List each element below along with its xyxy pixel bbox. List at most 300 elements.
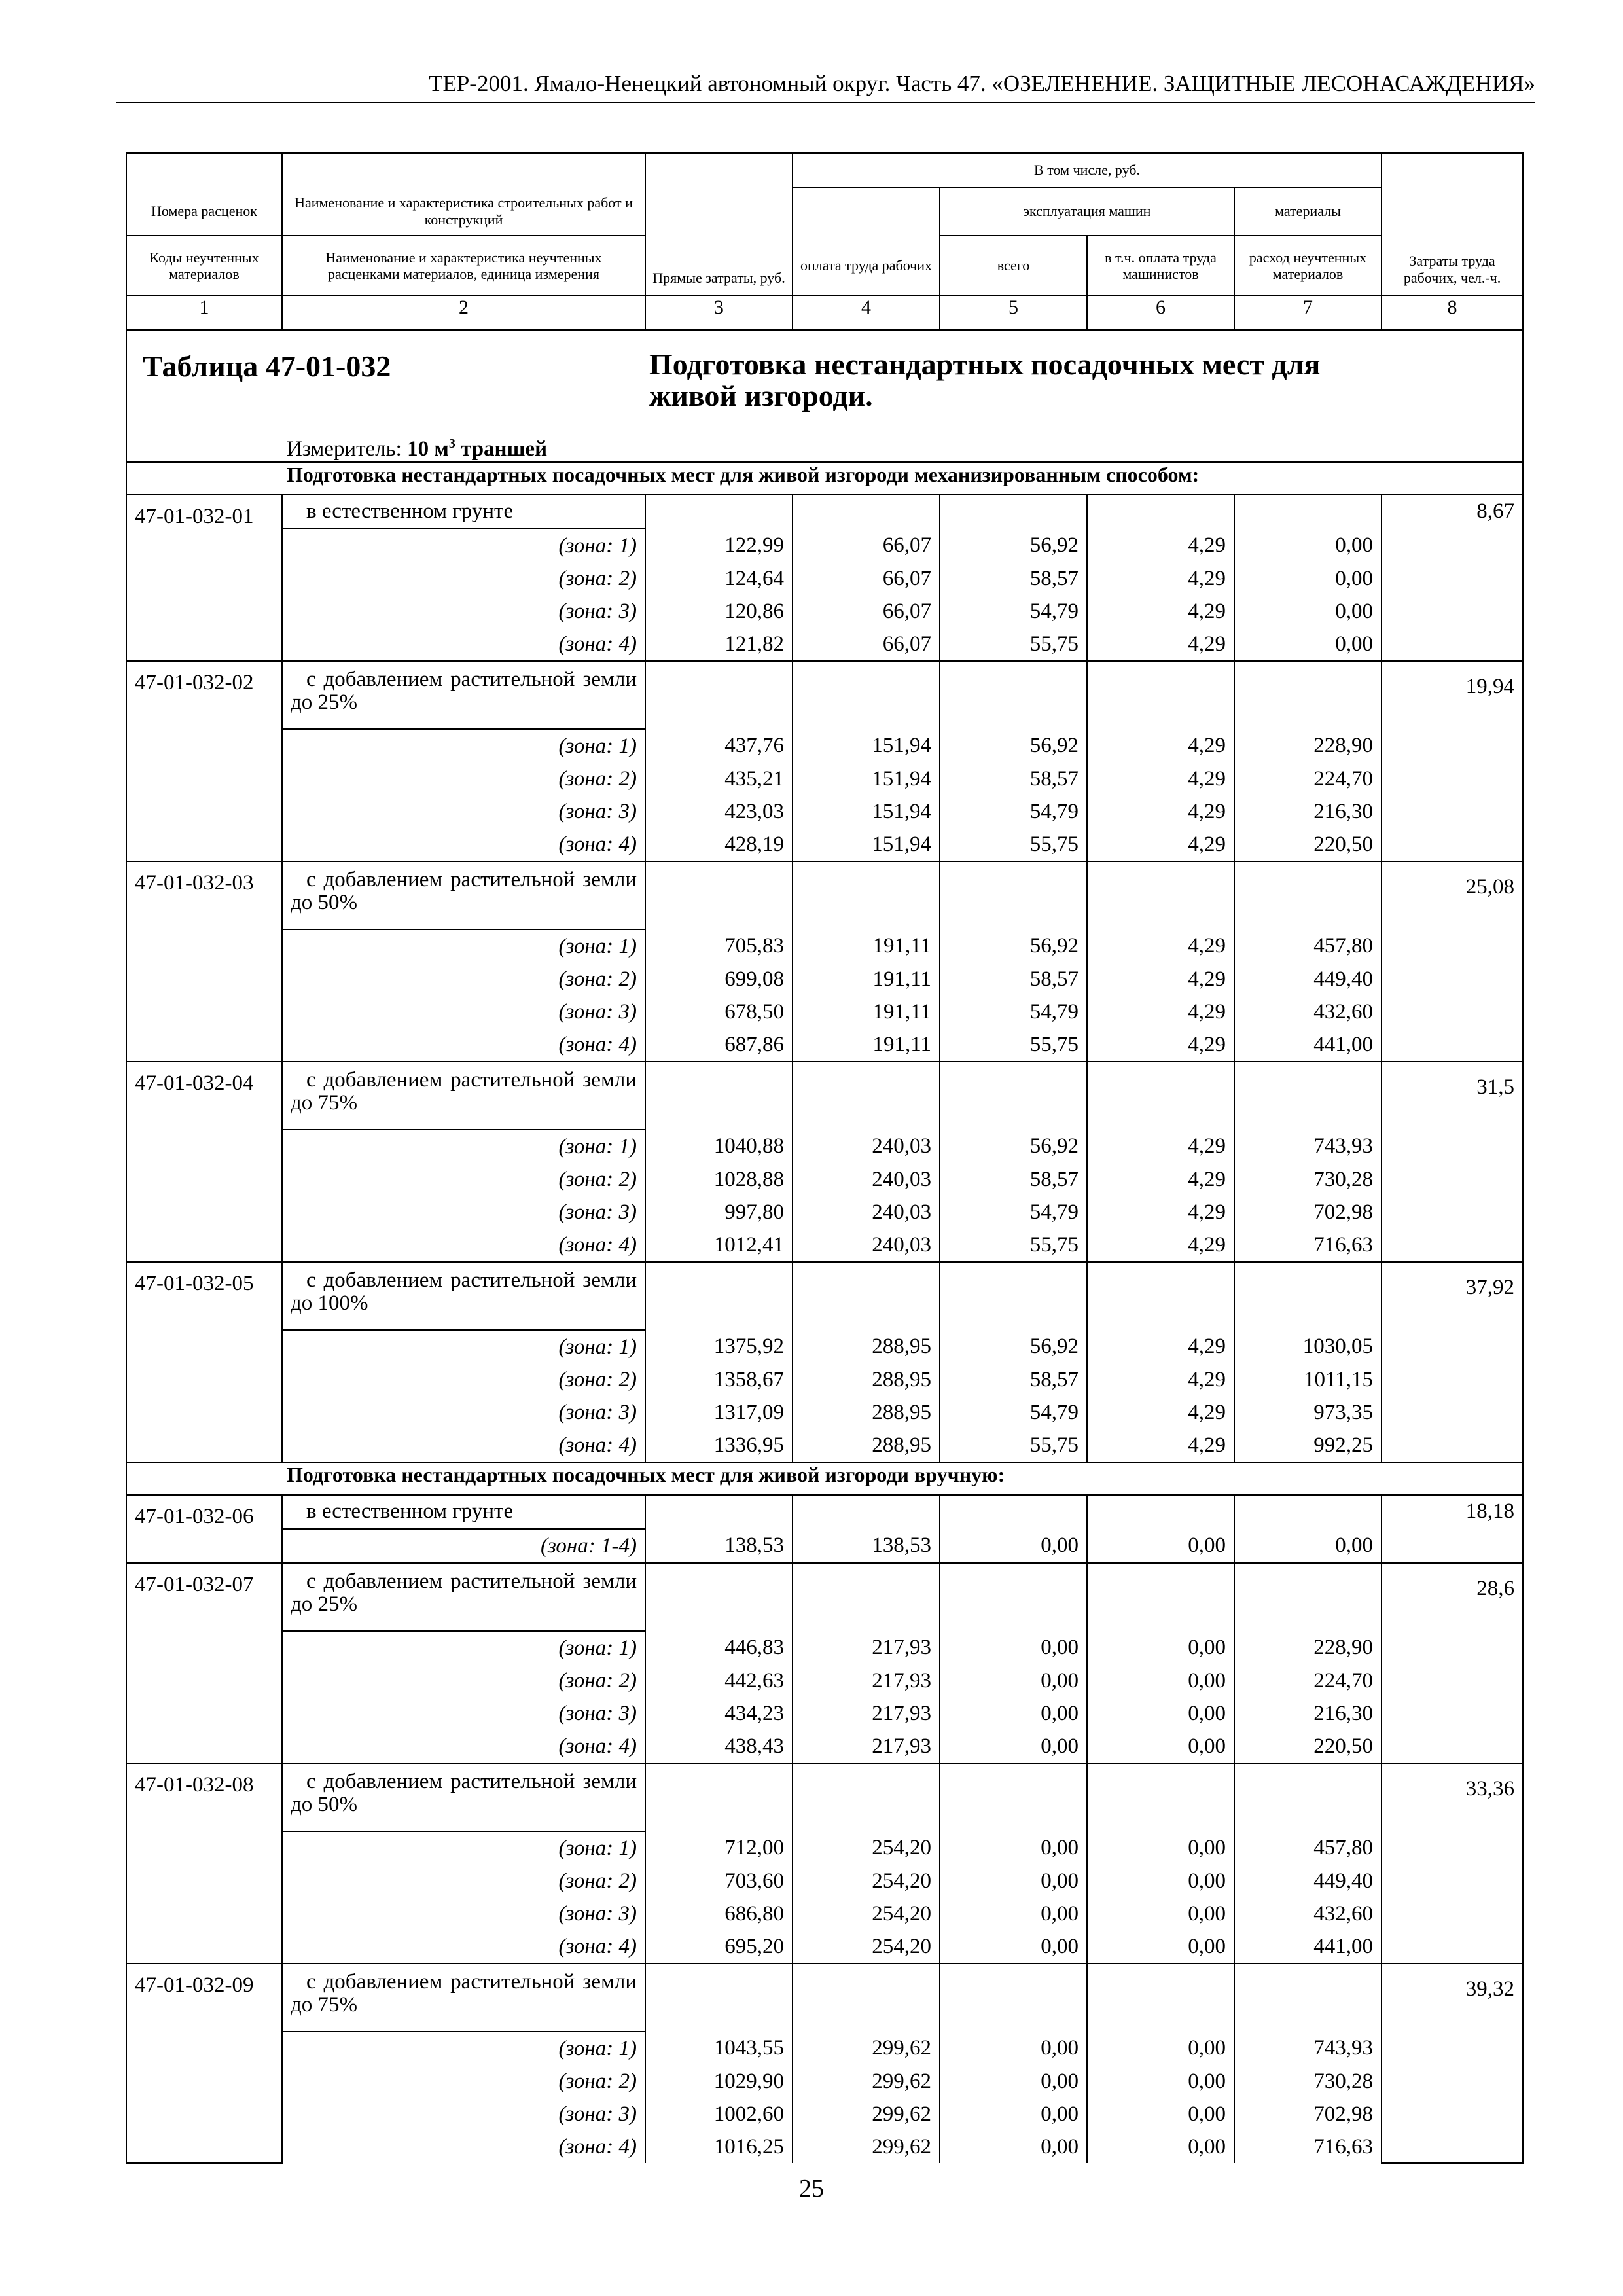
materials-usage: 743,93 — [1234, 2032, 1382, 2065]
zone-label: (зона: 4) — [282, 1429, 645, 1462]
zone-row — [126, 628, 1523, 661]
labor-cost: 28,6 — [1382, 1563, 1523, 1763]
machines-total: 0,00 — [940, 1730, 1087, 1763]
zone-row — [126, 1865, 1523, 1897]
machines-total: 0,00 — [940, 2098, 1087, 2130]
zone-row — [126, 2065, 1523, 2098]
rate-row — [126, 1262, 1523, 1330]
empty-cell — [940, 1964, 1087, 2032]
materials-usage: 743,93 — [1234, 1130, 1382, 1163]
empty-cell — [793, 495, 940, 529]
worker-wage: 191,11 — [793, 929, 940, 963]
zone-row — [126, 729, 1523, 762]
rate-description: с добавлением растительной земли до 75% — [282, 1964, 645, 2032]
machines-total: 54,79 — [940, 595, 1087, 628]
materials-usage: 457,80 — [1234, 929, 1382, 963]
col-number: 1 — [126, 296, 282, 330]
machines-total: 58,57 — [940, 562, 1087, 595]
machines-total: 0,00 — [940, 1865, 1087, 1897]
zone-label: (зона: 1) — [282, 1330, 645, 1363]
machinist-wage: 0,00 — [1087, 1631, 1234, 1664]
zone-row — [126, 2098, 1523, 2130]
machines-total: 55,75 — [940, 1028, 1087, 1062]
worker-wage: 254,20 — [793, 1865, 940, 1897]
empty-cell — [1234, 1062, 1382, 1130]
worker-wage: 191,11 — [793, 1028, 940, 1062]
zone-label: (зона: 2) — [282, 1163, 645, 1196]
empty-cell — [1087, 861, 1234, 929]
empty-cell — [1087, 1763, 1234, 1831]
section-row — [126, 1462, 1523, 1495]
materials-usage: 702,98 — [1234, 1196, 1382, 1229]
worker-wage: 217,93 — [793, 1664, 940, 1697]
empty-cell — [645, 1495, 793, 1529]
direct-cost: 446,83 — [645, 1631, 793, 1664]
machinist-wage: 0,00 — [1087, 1730, 1234, 1763]
direct-cost: 121,82 — [645, 628, 793, 661]
zone-label: (зона: 3) — [282, 795, 645, 828]
empty-cell — [940, 661, 1087, 729]
empty-cell — [1234, 1262, 1382, 1330]
labor-cost: 19,94 — [1382, 661, 1523, 861]
table-name: Подготовка нестандартных посадочных мест для живой изгороди. — [649, 348, 1321, 413]
materials-usage: 224,70 — [1234, 762, 1382, 795]
rate-row — [126, 1062, 1523, 1130]
empty-cell — [1234, 1495, 1382, 1529]
direct-cost: 124,64 — [645, 562, 793, 595]
col-number: 6 — [1087, 296, 1234, 330]
materials-usage: 449,40 — [1234, 963, 1382, 996]
worker-wage: 151,94 — [793, 828, 940, 861]
empty-cell — [940, 1262, 1087, 1330]
worker-wage: 191,11 — [793, 996, 940, 1028]
worker-wage: 191,11 — [793, 963, 940, 996]
materials-usage: 973,35 — [1234, 1396, 1382, 1429]
empty-cell — [645, 1763, 793, 1831]
worker-wage: 299,62 — [793, 2130, 940, 2163]
measure-unit: траншей — [455, 437, 548, 461]
zone-label: (зона: 4) — [282, 1028, 645, 1062]
direct-cost: 1336,95 — [645, 1429, 793, 1462]
worker-wage: 217,93 — [793, 1697, 940, 1730]
materials-usage: 220,50 — [1234, 828, 1382, 861]
machines-total: 58,57 — [940, 963, 1087, 996]
machines-total: 54,79 — [940, 795, 1087, 828]
machinist-wage: 0,00 — [1087, 1897, 1234, 1930]
direct-cost: 423,03 — [645, 795, 793, 828]
empty-cell — [793, 1763, 940, 1831]
worker-wage: 240,03 — [793, 1196, 940, 1229]
rate-row — [126, 495, 1523, 529]
rate-code: 47-01-032-07 — [126, 1563, 282, 1763]
zone-row — [126, 929, 1523, 963]
direct-cost: 435,21 — [645, 762, 793, 795]
machines-total: 56,92 — [940, 529, 1087, 562]
head-material-codes: Коды неучтенных материалов — [126, 236, 282, 296]
price-table — [126, 152, 1524, 2164]
head-labor-costs: Затраты труда рабочих, чел.-ч. — [1382, 153, 1523, 296]
direct-cost: 1028,88 — [645, 1163, 793, 1196]
table-number: Таблица 47-01-032 — [143, 350, 391, 383]
labor-cost: 31,5 — [1382, 1062, 1523, 1262]
empty-cell — [645, 1262, 793, 1330]
direct-cost: 438,43 — [645, 1730, 793, 1763]
zone-row — [126, 1163, 1523, 1196]
zone-label: (зона: 3) — [282, 1897, 645, 1930]
zone-row — [126, 1130, 1523, 1163]
rate-description: с добавлением растительной земли до 75% — [282, 1062, 645, 1130]
zone-label: (зона: 2) — [282, 1865, 645, 1897]
materials-usage: 457,80 — [1234, 1831, 1382, 1865]
table-measure — [287, 437, 547, 461]
direct-cost: 705,83 — [645, 929, 793, 963]
worker-wage: 240,03 — [793, 1130, 940, 1163]
head-machines-label: эксплуатация машин — [940, 187, 1234, 236]
zone-label: (зона: 2) — [282, 963, 645, 996]
machines-total: 0,00 — [940, 2130, 1087, 2163]
head-col2-top-spacer — [282, 153, 645, 187]
rate-row — [126, 861, 1523, 929]
zone-label: (зона: 1) — [282, 929, 645, 963]
materials-usage: 216,30 — [1234, 795, 1382, 828]
zone-row — [126, 963, 1523, 996]
zone-row — [126, 1831, 1523, 1865]
empty-cell — [1234, 661, 1382, 729]
empty-cell — [793, 1964, 940, 2032]
direct-cost: 1317,09 — [645, 1396, 793, 1429]
rate-row — [126, 1563, 1523, 1631]
machines-total: 54,79 — [940, 1396, 1087, 1429]
head-wage-spacer — [793, 187, 940, 236]
worker-wage: 66,07 — [793, 595, 940, 628]
machinist-wage: 4,29 — [1087, 828, 1234, 861]
direct-cost: 997,80 — [645, 1196, 793, 1229]
head-col1-top-spacer — [126, 153, 282, 187]
worker-wage: 254,20 — [793, 1831, 940, 1865]
worker-wage: 288,95 — [793, 1429, 940, 1462]
direct-cost: 695,20 — [645, 1930, 793, 1964]
machinist-wage: 4,29 — [1087, 1163, 1234, 1196]
measure-sup: 3 — [448, 437, 455, 451]
rate-row — [126, 1495, 1523, 1529]
zone-row — [126, 996, 1523, 1028]
machinist-wage: 0,00 — [1087, 1697, 1234, 1730]
materials-usage: 0,00 — [1234, 595, 1382, 628]
empty-cell — [1087, 495, 1234, 529]
machinist-wage: 0,00 — [1087, 1930, 1234, 1964]
empty-cell — [940, 495, 1087, 529]
machinist-wage: 4,29 — [1087, 996, 1234, 1028]
zone-label: (зона: 2) — [282, 762, 645, 795]
zone-row — [126, 1897, 1523, 1930]
machinist-wage: 4,29 — [1087, 1130, 1234, 1163]
machines-total: 55,75 — [940, 1229, 1087, 1262]
materials-usage: 716,63 — [1234, 2130, 1382, 2163]
machines-total: 58,57 — [940, 762, 1087, 795]
zone-row — [126, 1730, 1523, 1763]
machines-total: 0,00 — [940, 2065, 1087, 2098]
rate-row — [126, 1763, 1523, 1831]
machines-total: 56,92 — [940, 929, 1087, 963]
machinist-wage: 0,00 — [1087, 1529, 1234, 1563]
worker-wage: 66,07 — [793, 562, 940, 595]
zone-label: (зона: 4) — [282, 1930, 645, 1964]
empty-cell — [1234, 495, 1382, 529]
direct-cost: 428,19 — [645, 828, 793, 861]
materials-usage: 1011,15 — [1234, 1363, 1382, 1396]
head-materials-usage: расход неучтенных материалов — [1234, 236, 1382, 296]
direct-cost: 1043,55 — [645, 2032, 793, 2065]
machinist-wage: 0,00 — [1087, 1664, 1234, 1697]
materials-usage: 992,25 — [1234, 1429, 1382, 1462]
table-title-block — [126, 330, 1523, 462]
zone-label: (зона: 3) — [282, 2098, 645, 2130]
worker-wage: 217,93 — [793, 1631, 940, 1664]
zone-label: (зона: 1) — [282, 1631, 645, 1664]
materials-usage: 228,90 — [1234, 729, 1382, 762]
machinist-wage: 0,00 — [1087, 1831, 1234, 1865]
direct-cost: 434,23 — [645, 1697, 793, 1730]
machines-total: 0,00 — [940, 1529, 1087, 1563]
empty-cell — [1087, 1062, 1234, 1130]
machines-total: 0,00 — [940, 1831, 1087, 1865]
rate-description: в естественном грунте — [282, 1495, 645, 1529]
direct-cost: 1375,92 — [645, 1330, 793, 1363]
direct-cost: 703,60 — [645, 1865, 793, 1897]
machines-total: 56,92 — [940, 1330, 1087, 1363]
worker-wage: 254,20 — [793, 1897, 940, 1930]
zone-row — [126, 595, 1523, 628]
materials-usage: 432,60 — [1234, 1897, 1382, 1930]
zone-label: (зона: 3) — [282, 595, 645, 628]
materials-usage: 702,98 — [1234, 2098, 1382, 2130]
rate-row — [126, 661, 1523, 729]
rate-code: 47-01-032-04 — [126, 1062, 282, 1262]
measure-label: Измеритель: — [287, 437, 402, 461]
direct-cost: 1012,41 — [645, 1229, 793, 1262]
labor-cost: 25,08 — [1382, 861, 1523, 1062]
materials-usage: 224,70 — [1234, 1664, 1382, 1697]
worker-wage: 299,62 — [793, 2098, 940, 2130]
machines-total: 0,00 — [940, 2032, 1087, 2065]
direct-cost: 122,99 — [645, 529, 793, 562]
head-group-label: В том числе, руб. — [793, 153, 1382, 187]
empty-cell — [645, 1563, 793, 1631]
materials-usage: 449,40 — [1234, 1865, 1382, 1897]
col-number: 7 — [1234, 296, 1382, 330]
rate-description: с добавлением растительной земли до 50% — [282, 861, 645, 929]
labor-cost: 33,36 — [1382, 1763, 1523, 1964]
zone-row — [126, 1196, 1523, 1229]
machinist-wage: 4,29 — [1087, 628, 1234, 661]
worker-wage: 138,53 — [793, 1529, 940, 1563]
zone-label: (зона: 1) — [282, 529, 645, 562]
zone-row — [126, 1229, 1523, 1262]
zone-label: (зона: 4) — [282, 1730, 645, 1763]
col-number: 2 — [282, 296, 645, 330]
materials-usage: 220,50 — [1234, 1730, 1382, 1763]
zone-label: (зона: 1) — [282, 1130, 645, 1163]
materials-usage: 216,30 — [1234, 1697, 1382, 1730]
empty-cell — [1087, 1964, 1234, 2032]
rate-description: с добавлением растительной земли до 25% — [282, 661, 645, 729]
worker-wage: 288,95 — [793, 1396, 940, 1429]
worker-wage: 66,07 — [793, 529, 940, 562]
worker-wage: 151,94 — [793, 795, 940, 828]
materials-usage: 716,63 — [1234, 1229, 1382, 1262]
machinist-wage: 4,29 — [1087, 1330, 1234, 1363]
zone-row — [126, 1930, 1523, 1964]
zone-row — [126, 529, 1523, 562]
zone-label: (зона: 2) — [282, 1664, 645, 1697]
rate-description: с добавлением растительной земли до 100% — [282, 1262, 645, 1330]
machinist-wage: 4,29 — [1087, 929, 1234, 963]
zone-row — [126, 1028, 1523, 1062]
materials-usage: 0,00 — [1234, 529, 1382, 562]
zone-row — [126, 1664, 1523, 1697]
worker-wage: 299,62 — [793, 2065, 940, 2098]
zone-row — [126, 2032, 1523, 2065]
materials-usage: 0,00 — [1234, 1529, 1382, 1563]
direct-cost: 437,76 — [645, 729, 793, 762]
worker-wage: 66,07 — [793, 628, 940, 661]
direct-cost: 699,08 — [645, 963, 793, 996]
direct-cost: 686,80 — [645, 1897, 793, 1930]
zone-label: (зона: 1) — [282, 2032, 645, 2065]
zone-row — [126, 1529, 1523, 1563]
empty-cell — [940, 1563, 1087, 1631]
zone-label: (зона: 2) — [282, 562, 645, 595]
section-title: Подготовка нестандартных посадочных мест для живой изгороди вручную: — [126, 1462, 1523, 1495]
machinist-wage: 4,29 — [1087, 529, 1234, 562]
machinist-wage: 4,29 — [1087, 562, 1234, 595]
rate-code: 47-01-032-06 — [126, 1495, 282, 1563]
rate-code: 47-01-032-03 — [126, 861, 282, 1062]
machinist-wage: 0,00 — [1087, 2098, 1234, 2130]
head-rate-numbers: Номера расценок — [126, 187, 282, 236]
zone-label: (зона: 3) — [282, 1396, 645, 1429]
machines-total: 0,00 — [940, 1631, 1087, 1664]
measure-value: 10 м — [407, 437, 449, 461]
zone-label: (зона: 4) — [282, 828, 645, 861]
direct-cost: 120,86 — [645, 595, 793, 628]
zone-label: (зона: 3) — [282, 1697, 645, 1730]
zone-row — [126, 762, 1523, 795]
empty-cell — [645, 661, 793, 729]
empty-cell — [793, 1563, 940, 1631]
rate-row — [126, 1964, 1523, 2032]
rate-description: с добавлением растительной земли до 25% — [282, 1563, 645, 1631]
zone-label: (зона: 1) — [282, 1831, 645, 1865]
section-title: Подготовка нестандартных посадочных мест для живой изгороди механизированным способом: — [126, 462, 1523, 495]
zone-row — [126, 1396, 1523, 1429]
materials-usage: 441,00 — [1234, 1930, 1382, 1964]
zone-row — [126, 562, 1523, 595]
col-number: 4 — [793, 296, 940, 330]
head-work-name: Наименование и характеристика строительных работ и конструкций — [282, 187, 645, 236]
materials-usage: 730,28 — [1234, 1163, 1382, 1196]
zone-label: (зона: 1) — [282, 729, 645, 762]
worker-wage: 288,95 — [793, 1363, 940, 1396]
materials-usage: 228,90 — [1234, 1631, 1382, 1664]
empty-cell — [940, 861, 1087, 929]
direct-cost: 1002,60 — [645, 2098, 793, 2130]
machinist-wage: 4,29 — [1087, 729, 1234, 762]
direct-cost: 1016,25 — [645, 2130, 793, 2163]
zone-row — [126, 1429, 1523, 1462]
empty-cell — [793, 1495, 940, 1529]
empty-cell — [1234, 1763, 1382, 1831]
empty-cell — [1234, 861, 1382, 929]
rate-code: 47-01-032-01 — [126, 495, 282, 661]
empty-cell — [1087, 1495, 1234, 1529]
machinist-wage: 0,00 — [1087, 2032, 1234, 2065]
empty-cell — [645, 861, 793, 929]
machinist-wage: 4,29 — [1087, 1229, 1234, 1262]
worker-wage: 151,94 — [793, 762, 940, 795]
direct-cost: 678,50 — [645, 996, 793, 1028]
zone-label: (зона: 4) — [282, 2130, 645, 2163]
direct-cost: 1029,90 — [645, 2065, 793, 2098]
col-number: 3 — [645, 296, 793, 330]
direct-cost: 712,00 — [645, 1831, 793, 1865]
rate-code: 47-01-032-09 — [126, 1964, 282, 2163]
empty-cell — [1087, 1563, 1234, 1631]
rate-code: 47-01-032-02 — [126, 661, 282, 861]
machinist-wage: 4,29 — [1087, 963, 1234, 996]
machinist-wage: 0,00 — [1087, 2130, 1234, 2163]
machinist-wage: 4,29 — [1087, 595, 1234, 628]
empty-cell — [645, 1062, 793, 1130]
worker-wage: 151,94 — [793, 729, 940, 762]
machines-total: 0,00 — [940, 1897, 1087, 1930]
worker-wage: 299,62 — [793, 2032, 940, 2065]
materials-usage: 1030,05 — [1234, 1330, 1382, 1363]
machinist-wage: 4,29 — [1087, 795, 1234, 828]
machines-total: 55,75 — [940, 1429, 1087, 1462]
zone-label: (зона: 3) — [282, 996, 645, 1028]
zone-row — [126, 828, 1523, 861]
head-material-names: Наименование и характеристика неучтенных расценками материалов, единица измерения — [282, 236, 645, 296]
machinist-wage: 4,29 — [1087, 1429, 1234, 1462]
head-machinist-wage: в т.ч. оплата труда машинистов — [1087, 236, 1234, 296]
machines-total: 54,79 — [940, 996, 1087, 1028]
empty-cell — [1234, 1563, 1382, 1631]
rate-code: 47-01-032-08 — [126, 1763, 282, 1964]
empty-cell — [940, 1062, 1087, 1130]
rate-description: в естественном грунте — [282, 495, 645, 529]
col-number: 8 — [1382, 296, 1523, 330]
machines-total: 54,79 — [940, 1196, 1087, 1229]
machines-total: 0,00 — [940, 1664, 1087, 1697]
machines-total: 58,57 — [940, 1163, 1087, 1196]
direct-cost: 1358,67 — [645, 1363, 793, 1396]
head-machines-total: всего — [940, 236, 1087, 296]
machines-total: 58,57 — [940, 1363, 1087, 1396]
zone-label: (зона: 1-4) — [282, 1529, 645, 1563]
zone-row — [126, 1631, 1523, 1664]
zone-row — [126, 1697, 1523, 1730]
machinist-wage: 4,29 — [1087, 1363, 1234, 1396]
materials-usage: 441,00 — [1234, 1028, 1382, 1062]
zone-label: (зона: 4) — [282, 1229, 645, 1262]
machinist-wage: 4,29 — [1087, 1396, 1234, 1429]
machines-total: 55,75 — [940, 628, 1087, 661]
worker-wage: 288,95 — [793, 1330, 940, 1363]
direct-cost: 687,86 — [645, 1028, 793, 1062]
col-number: 5 — [940, 296, 1087, 330]
running-header: ТЕР-2001. Ямало-Ненецкий автономный округ. Часть 47. «ОЗЕЛЕНЕНИЕ. ЗАЩИТНЫЕ ЛЕСОНАСАЖДЕНИЯ» — [116, 71, 1535, 103]
